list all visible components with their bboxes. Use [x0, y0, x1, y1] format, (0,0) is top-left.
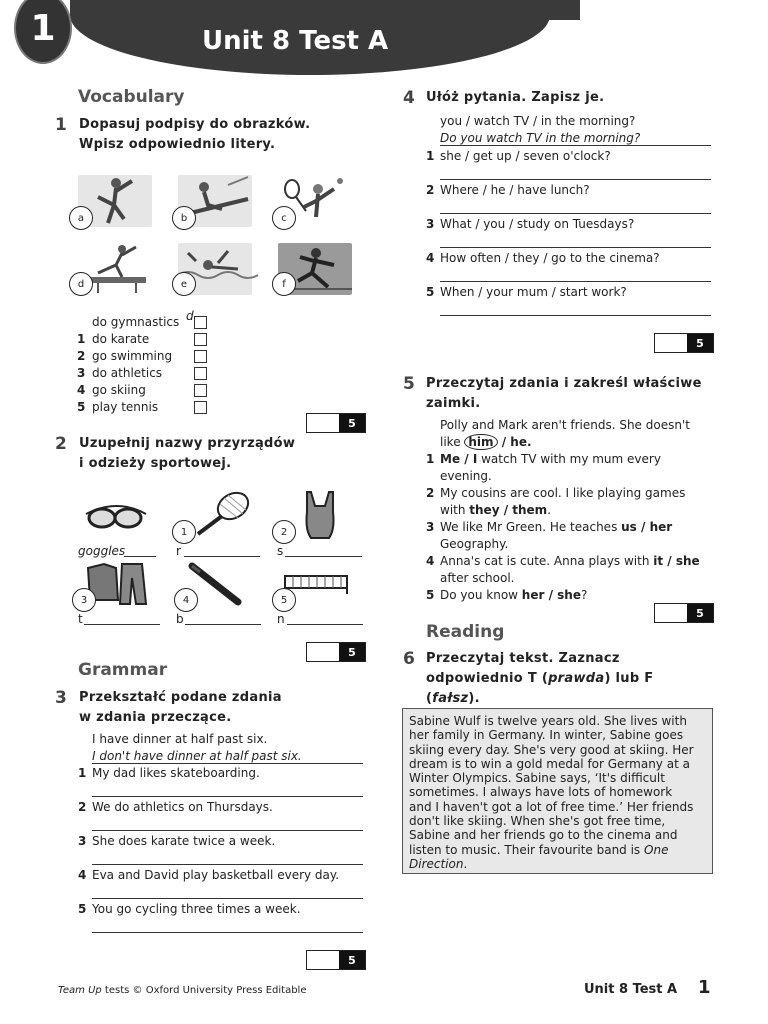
- item-number: 5: [77, 400, 86, 414]
- answer-prefix: t: [78, 612, 83, 626]
- passage-line: Sabine Wulf is twelve years old. She lives with: [409, 714, 687, 728]
- answer-prefix: n: [277, 612, 285, 626]
- q5-item-text: with: [440, 503, 470, 517]
- q5-score-box[interactable]: [654, 603, 714, 623]
- q5-instruction-line2: zaimki.: [426, 396, 481, 411]
- q4-score-box[interactable]: [654, 333, 714, 353]
- answer-line[interactable]: [440, 213, 711, 214]
- pronoun-choice[interactable]: they / them: [469, 503, 548, 517]
- q5-item-text: watch TV with my mum every: [477, 452, 661, 466]
- q3-example-answer: I don't have dinner at half past six.: [92, 749, 302, 763]
- q5-item-text: after school.: [440, 571, 515, 585]
- goggles-icon: [82, 492, 152, 542]
- page-number: 1: [698, 977, 711, 998]
- grammar-heading: Grammar: [78, 660, 168, 680]
- q5-item-text: My cousins are cool. I like playing games: [440, 486, 686, 500]
- q3-instruction-line1: Przekształć podane zdania: [79, 690, 282, 705]
- q5-instruction: [426, 374, 702, 414]
- item-number: 3: [78, 834, 87, 848]
- q2-instruction-line1: Uzupełnij nazwy przyrządów: [79, 436, 296, 451]
- header-banner-top: [420, 0, 580, 20]
- answer-line[interactable]: [440, 247, 711, 248]
- item-label: go skiing: [92, 383, 146, 397]
- item-number-1: 1: [172, 520, 196, 544]
- q3-item-text: My dad likes skateboarding.: [92, 766, 260, 780]
- answer-line[interactable]: [92, 932, 363, 933]
- passage-line: dream is to win a gold medal for Germany at a: [409, 756, 690, 771]
- passage-line: sometimes. I always have lots of homework: [409, 785, 673, 800]
- pronoun-choice[interactable]: us / her: [621, 520, 673, 534]
- answer-line[interactable]: [440, 179, 711, 180]
- answer-line: [440, 145, 711, 146]
- item-number: 4: [426, 554, 435, 568]
- item-number: 5: [426, 588, 435, 602]
- q5-item-text: evening.: [440, 469, 492, 483]
- item-label: do athletics: [92, 366, 163, 380]
- swimsuit-icon: [295, 490, 345, 542]
- q6-text: odpowiednio T (: [426, 671, 549, 686]
- answer-checkbox[interactable]: [194, 367, 207, 380]
- q4-example-answer: Do you watch TV in the morning?: [440, 131, 641, 145]
- q4-number: 4: [403, 88, 415, 108]
- item-number: 2: [77, 349, 86, 363]
- score-max: 5: [339, 414, 365, 432]
- q2-number: 2: [55, 434, 67, 454]
- item-number-2: 2: [272, 520, 296, 544]
- q5-item: [426, 451, 716, 485]
- answer-line[interactable]: [92, 864, 363, 865]
- answer-line[interactable]: [84, 624, 160, 625]
- answer-checkbox[interactable]: [194, 401, 207, 414]
- item-number: 3: [426, 520, 435, 534]
- q3-example-prompt: I have dinner at half past six.: [92, 732, 268, 746]
- q5-instruction-line1: Przeczytaj zdania i zakreśl właściwe: [426, 376, 702, 391]
- item-number-4: 4: [174, 588, 198, 612]
- q3-item-text: You go cycling three times a week.: [92, 902, 301, 916]
- item-number: 3: [426, 217, 435, 231]
- item-number: 2: [78, 800, 87, 814]
- answer-line[interactable]: [92, 796, 363, 797]
- q4-example-prompt: you / watch TV / in the morning?: [440, 114, 636, 128]
- q5-item-text: .: [547, 503, 552, 517]
- q6-number: 6: [403, 649, 415, 669]
- item-number: 4: [77, 383, 86, 397]
- answer-checkbox[interactable]: [194, 350, 207, 363]
- passage-text: .: [463, 856, 468, 871]
- passage-line: [409, 843, 706, 857]
- q5-example: [440, 417, 715, 451]
- item-number: 5: [426, 285, 435, 299]
- passage-line: Winter Olympics. Sabine says, ‘It's difficult: [409, 771, 665, 786]
- item-number: 1: [426, 149, 435, 163]
- answer-line[interactable]: [185, 624, 261, 625]
- item-number: 5: [78, 902, 87, 916]
- answer-line[interactable]: [440, 315, 711, 316]
- passage-band: One: [644, 842, 669, 857]
- picture-label-e: e: [172, 272, 196, 296]
- item-number-3: 3: [72, 588, 96, 612]
- picture-label-d: d: [69, 272, 93, 296]
- q3-instruction: [79, 688, 282, 728]
- q5-item-text: ?: [580, 588, 588, 602]
- item-number-5: 5: [272, 588, 296, 612]
- q5-item-text: Geography.: [440, 537, 509, 551]
- q4-item-text: What / you / study on Tuesdays?: [440, 217, 635, 231]
- footer-text: tests © Oxford University Press Editable: [101, 985, 307, 996]
- q2-instruction-line2: i odzieży sportowej.: [79, 456, 232, 471]
- q5-example-line2: [440, 434, 715, 451]
- passage-line: skiing every day. She's very good at skiing. Her: [409, 742, 694, 757]
- q3-number: 3: [55, 688, 67, 708]
- q5-item-text: Do you know: [440, 588, 522, 602]
- answer-prefix: s: [277, 544, 284, 558]
- q5-item: [426, 587, 716, 604]
- q5-item: [426, 519, 716, 553]
- answer-line: [92, 763, 363, 764]
- answer-line[interactable]: [285, 556, 362, 557]
- q1-number: 1: [55, 115, 67, 135]
- q6-text: fałsz: [432, 691, 469, 706]
- page-title: Unit 8 Test A: [202, 26, 389, 56]
- q4-instruction: Ułóż pytania. Zapisz je.: [426, 90, 605, 105]
- unit-number-badge: [14, 0, 72, 64]
- picture-label-f: f: [272, 272, 296, 296]
- item-number: 1: [78, 766, 87, 780]
- answer-line: [124, 556, 156, 557]
- footer-unit-label: Unit 8 Test A: [584, 982, 678, 997]
- passage-line: her family in Germany. In winter, Sabine goes: [409, 728, 684, 743]
- passage-band: Direction: [409, 856, 464, 871]
- q5-example-post: / he.: [497, 435, 532, 449]
- q6-text: (: [426, 691, 433, 706]
- item-number: 4: [426, 251, 435, 265]
- q6-text: prawda: [548, 671, 605, 686]
- q5-example-line1: Polly and Mark aren't friends. She doesn't: [440, 418, 690, 432]
- q3-item-text: We do athletics on Thursdays.: [92, 800, 273, 814]
- score-max: 5: [687, 334, 713, 352]
- q4-item-text: Where / he / have lunch?: [440, 183, 590, 197]
- answer-prefix: r: [176, 544, 181, 558]
- q1-example-answer: d: [186, 309, 194, 323]
- item-number: 2: [426, 486, 435, 500]
- picture-label-a: a: [69, 206, 93, 230]
- passage-text: listen to music. Their favourite band is: [409, 842, 645, 857]
- q3-instruction-line2: w zdania przeczące.: [79, 710, 232, 725]
- q2-example-answer: goggles: [78, 544, 126, 558]
- q5-example-pre: like: [440, 435, 465, 449]
- pronoun-choice[interactable]: Me / I: [440, 452, 478, 466]
- reading-heading: Reading: [426, 622, 505, 642]
- q5-item-text: We like Mr Green. He teaches: [440, 520, 622, 534]
- footer-brand: Team Up: [58, 985, 102, 996]
- q6-instruction-line3: [426, 689, 653, 709]
- item-label: play tennis: [92, 400, 159, 414]
- item-number: 2: [426, 183, 435, 197]
- q6-instruction-line2: [426, 669, 653, 689]
- vocabulary-heading: Vocabulary: [78, 87, 185, 107]
- answer-checkbox[interactable]: [194, 384, 207, 397]
- circled-answer: him: [464, 434, 497, 450]
- answer-line[interactable]: [440, 281, 711, 282]
- passage-line: [409, 857, 706, 871]
- footer-copyright: [58, 985, 306, 996]
- item-label: do karate: [92, 332, 150, 346]
- score-max: 5: [339, 643, 365, 661]
- q6-instruction-line1: Przeczytaj tekst. Zaznacz: [426, 651, 620, 666]
- reading-passage: [402, 708, 713, 874]
- item-number: 3: [77, 366, 86, 380]
- picture-label-c: c: [272, 206, 296, 230]
- passage-line: and I haven't got a lot of free time.’ Her friends: [409, 799, 694, 814]
- q4-item-text: How often / they / go to the cinema?: [440, 251, 660, 265]
- item-number: 1: [77, 332, 86, 346]
- answer-line[interactable]: [184, 556, 260, 557]
- q5-item: [426, 553, 716, 587]
- unit-number: 1: [30, 7, 56, 49]
- q5-number: 5: [403, 374, 415, 394]
- tennis-racket-icon: [188, 490, 258, 540]
- answer-line[interactable]: [92, 898, 363, 899]
- q1-instruction: [79, 115, 310, 155]
- item-label: do gymnastics: [92, 315, 180, 329]
- q2-instruction: [79, 434, 295, 474]
- item-number: 1: [426, 452, 435, 466]
- q3-item-text: She does karate twice a week.: [92, 834, 276, 848]
- answer-checkbox[interactable]: [194, 333, 207, 346]
- q3-score-box[interactable]: [306, 950, 366, 970]
- pronoun-choice[interactable]: her / she: [521, 588, 581, 602]
- picture-label-b: b: [172, 206, 196, 230]
- q4-item-text: she / get up / seven o'clock?: [440, 149, 611, 163]
- q6-instruction: [426, 649, 653, 709]
- answer-checkbox[interactable]: [194, 316, 207, 329]
- q6-text: ) lub F: [604, 671, 654, 686]
- score-max: 5: [687, 604, 713, 622]
- q5-item: [426, 485, 716, 519]
- answer-line[interactable]: [92, 830, 363, 831]
- answer-line[interactable]: [287, 624, 363, 625]
- q4-item-text: When / your mum / start work?: [440, 285, 627, 299]
- item-label: go swimming: [92, 349, 173, 363]
- score-max: 5: [339, 951, 365, 969]
- passage-line: don't like skiing. When she's got free time,: [409, 814, 666, 829]
- q1-score-box[interactable]: [306, 413, 366, 433]
- q1-instruction-line1: Dopasuj podpisy do obrazków.: [79, 117, 311, 132]
- pronoun-choice[interactable]: it / she: [653, 554, 700, 568]
- answer-prefix: b: [176, 612, 184, 626]
- item-number: 4: [78, 868, 87, 882]
- q2-score-box[interactable]: [306, 642, 366, 662]
- q6-text: ).: [468, 691, 480, 706]
- q5-item-text: Anna's cat is cute. Anna plays with: [440, 554, 654, 568]
- q3-item-text: Eva and David play basketball every day.: [92, 868, 340, 882]
- q1-instruction-line2: Wpisz odpowiednio litery.: [79, 137, 276, 152]
- passage-line: Sabine and her friends go to the cinema and: [409, 828, 678, 843]
